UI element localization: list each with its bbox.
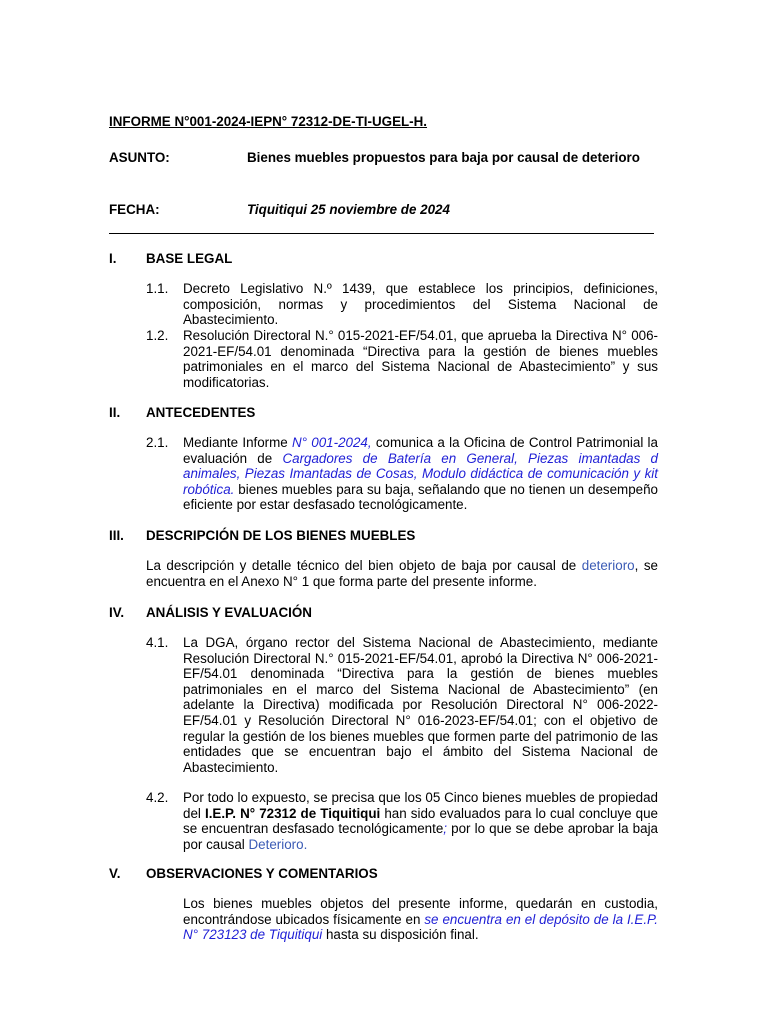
- section-3-paragraph: [146, 558, 658, 589]
- section-5-part-1: Los bienes muebles objetos del presente informe, quedarán en custodia, encontrándose ubicados físicamente en: [183, 896, 658, 927]
- section-5-paragraph: [183, 896, 658, 943]
- asunto-label: ASUNTO:: [109, 150, 170, 165]
- deterioro-causal-ref: Deterioro.: [248, 836, 308, 852]
- item-4-2-part-5: por lo que se debe aprobar la baja por causal: [183, 821, 658, 852]
- item-4-2-number: 4.2.: [146, 790, 169, 805]
- fecha-value: Tiquitiqui 25 noviembre de 2024: [247, 202, 450, 217]
- section-1-number: I.: [109, 251, 117, 266]
- section-3-part-1: La descripción y detalle técnico del bien objeto de baja por causal de: [146, 558, 582, 573]
- asunto-value: Bienes muebles propuestos para baja por causal de deterioro: [247, 150, 640, 165]
- informe-number-ref: N° 001-2024,: [292, 435, 372, 450]
- section-2-title: ANTECEDENTES: [146, 405, 256, 420]
- section-3-part-3: , se encuentra en el Anexo N° 1 que forma parte del presente informe.: [146, 558, 658, 589]
- deterioro-ref: deterioro: [581, 558, 635, 573]
- item-2-1-part-5: bienes muebles para su baja, señalando que no tienen un desempeño eficiente por estar desfasado tecnológicamente.: [183, 481, 658, 513]
- section-4-number: IV.: [109, 605, 125, 620]
- item-4-1-number: 4.1.: [146, 635, 169, 650]
- item-1-1-number: 1.1.: [146, 281, 169, 296]
- iep-name: I.E.P. N° 72312 de Tiquitiqui: [204, 805, 381, 821]
- bienes-list-ref: Cargadores de Batería en General, Piezas imantadas d animales, Piezas Imantadas de Cosas, Modulo didáctica de comunicación y kit robótica.: [183, 450, 658, 497]
- section-2-number: II.: [109, 405, 121, 420]
- item-1-2-number: 1.2.: [146, 328, 169, 343]
- item-2-1-part-1: Mediante Informe: [183, 435, 292, 450]
- section-5-part-3: hasta su disposición final.: [322, 927, 479, 943]
- section-3-number: III.: [109, 528, 124, 543]
- section-5-title: OBSERVACIONES Y COMENTARIOS: [146, 866, 378, 881]
- fecha-label: FECHA:: [109, 202, 160, 217]
- item-2-1-number: 2.1.: [146, 435, 169, 450]
- semicolon-mark: ;: [443, 821, 448, 837]
- item-2-1-text: [183, 435, 658, 513]
- section-3-title: DESCRIPCIÓN DE LOS BIENES MUEBLES: [146, 528, 416, 543]
- item-4-2-part-1: Por todo lo expuesto, se precisa que los 05 Cinco bienes muebles de propiedad del: [183, 790, 658, 821]
- section-5-number: V.: [109, 866, 121, 881]
- report-title: INFORME N°001-2024-IEPN° 72312-DE-TI-UGEL-H.: [109, 114, 428, 129]
- item-4-2-part-3: han sido evaluados para lo cual concluye que se encuentran desfasado tecnológicamente: [183, 805, 658, 837]
- item-2-1-part-3: comunica a la Oficina de Control Patrimonial la evaluación de: [183, 435, 658, 466]
- deposito-ref: se encuentra en el depósito de la I.E.P. N° 723123 de Tiquitiqui: [183, 911, 658, 943]
- section-1-title: BASE LEGAL: [146, 251, 233, 266]
- item-4-1-text: La DGA, órgano rector del Sistema Nacional de Abastecimiento, mediante Resolución Directoral N.° 015-2021-EF/54.01, aprobó la Directiva N° 006-2021-EF/54.01 denominada “Directiva para la gestión de bienes muebles patrimoniales en el marco del Sistema Nacional de Abastecimiento” (en adelante la Directiva) modificada por Resolución Directoral N° 006-2022-EF/54.01 y Resolución Directoral N° 016-2023-EF/54.01; con el objetivo de regular la gestión de los bienes muebles que formen parte del patrimonio de las entidades que se encuentran bajo el ámbito del Sistema Nacional de Abastecimiento.: [183, 635, 658, 775]
- item-1-2-text: Resolución Directoral N.° 015-2021-EF/54.01, que aprueba la Directiva N° 006-2021-EF/54.01 denominada “Directiva para la gestión de bienes muebles patrimoniales en el marco del Sistema Nacional de Abastecimiento” y sus modificatorias.: [183, 328, 658, 390]
- item-4-2-text: [183, 790, 658, 852]
- item-1-1-text: Decreto Legislativo N.º 1439, que establece los principios, definiciones, composición, normas y procedimientos del Sistema Nacional de Abastecimiento.: [183, 281, 658, 328]
- section-4-title: ANÁLISIS Y EVALUACIÓN: [146, 605, 312, 620]
- header-divider: [109, 233, 654, 234]
